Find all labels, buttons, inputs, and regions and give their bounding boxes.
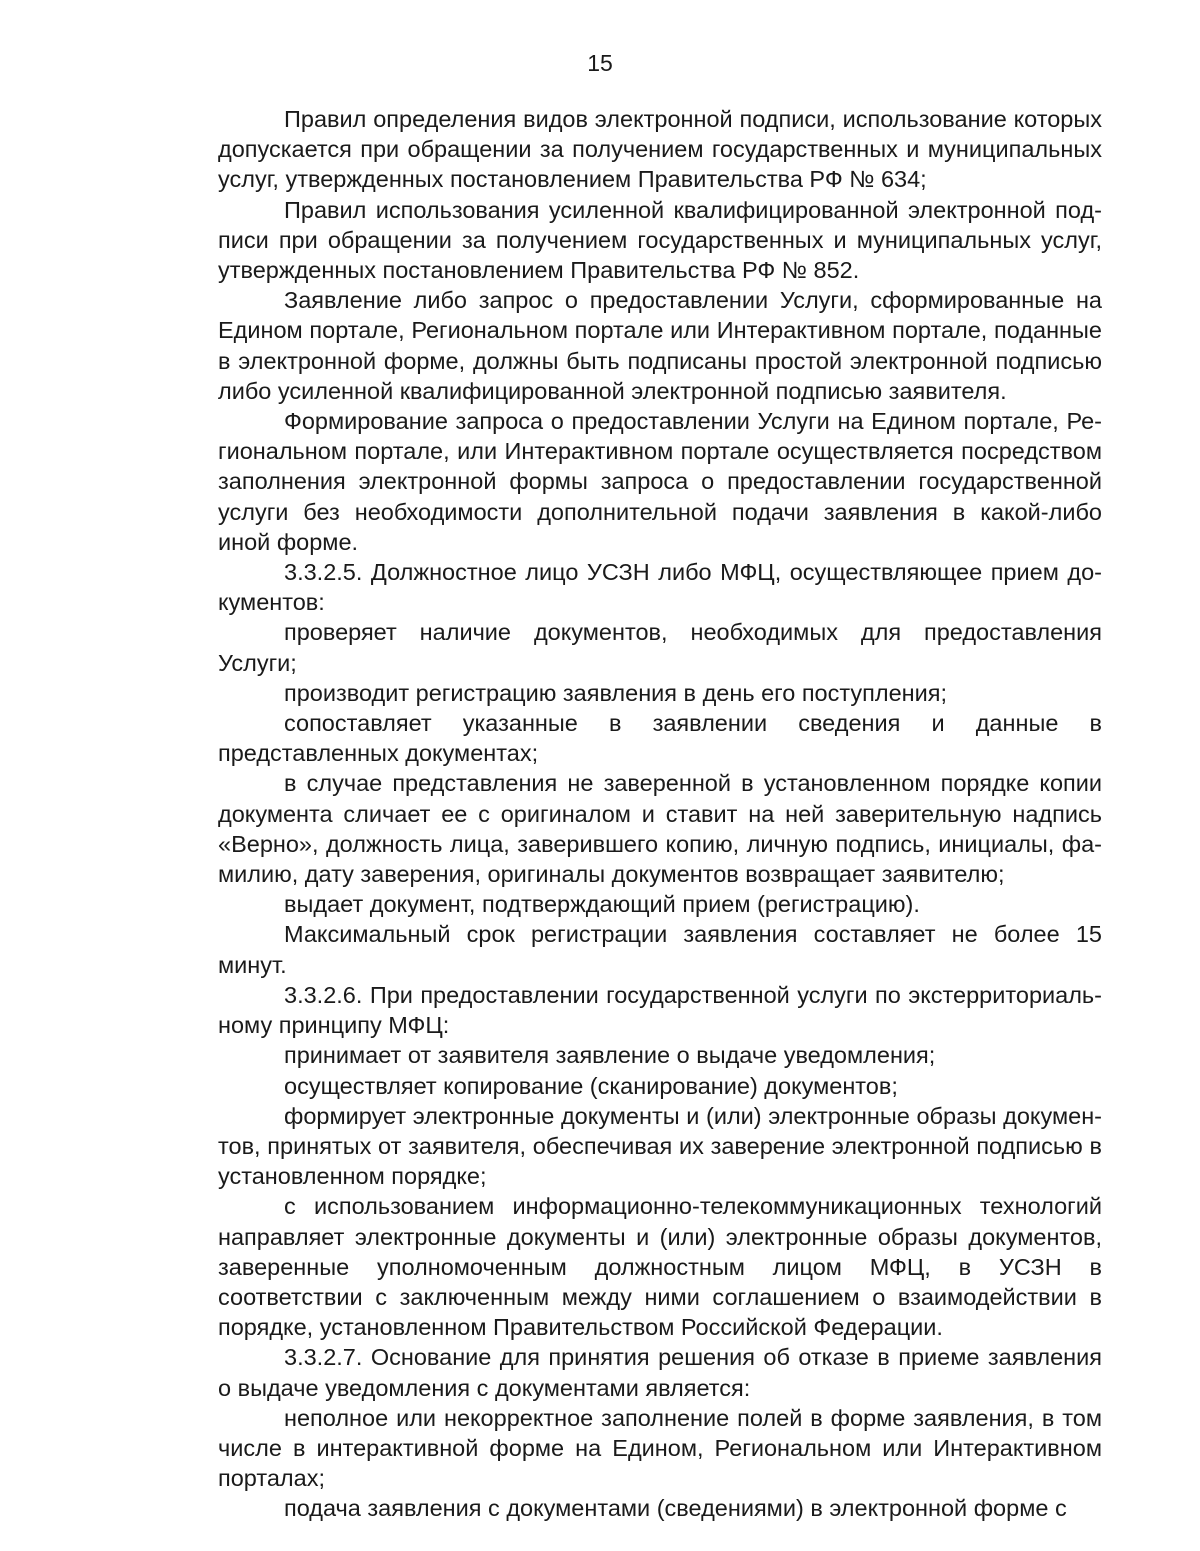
paragraph: проверяет наличие документов, необходимых для предоставления Услуги; bbox=[218, 619, 1102, 676]
paragraph: принимает от заявителя заявление о выдаче уведомления; bbox=[284, 1042, 936, 1069]
paragraph: 3.3.2.7. Основание для принятия решения об отказе в приеме заявления о выдаче уведомления с документами является: bbox=[218, 1344, 1102, 1401]
document-body bbox=[218, 104, 1102, 1524]
paragraph: Правил использования усиленной квалифицированной электронной подписи при обращении за получением государственных и муниципальных услуг, утвержденных постановлением Правительства РФ № 852. bbox=[218, 196, 1102, 284]
paragraph: сопоставляет указанные в заявлении сведения и данные в представленных документах; bbox=[218, 710, 1102, 767]
paragraph: неполное или некорректное заполнение полей в форме заявления, в том числе в интерактивной форме на Едином, Региональном или Интерактивном порталах; bbox=[218, 1404, 1102, 1492]
paragraph: с использованием информационно-телекоммуникационных технологий направляет электронные документы и (или) электронные образы документов, заверенные уполномоченным должностным лицом МФЦ, в УСЗН в соответствии с заключенным между ними соглашением о взаимодействии в порядке, установленном Правительством Российской Федерации. bbox=[218, 1193, 1102, 1341]
paragraph: Максимальный срок регистрации заявления составляет не более 15 минут. bbox=[218, 921, 1102, 978]
paragraph: 3.3.2.5. Должностное лицо УСЗН либо МФЦ, осуществляющее прием документов: bbox=[218, 559, 1102, 616]
paragraph: Формирование запроса о предоставлении Услуги на Едином портале, Региональном портале, или Интерактивном портале осуществляется посредством заполнения электронной формы запроса о предоставлении государственной услуги без необходимости дополнительной подачи заявления в какой-либо иной форме. bbox=[218, 408, 1102, 555]
paragraph: Правил определения видов электронной подписи, использование которых допускается при обращении за получением государственных и муниципальных услуг, утвержденных постановлением Правительства РФ № 634; bbox=[218, 106, 1102, 193]
paragraph: Заявление либо запрос о предоставлении Услуги, сформированные на Едином портале, Региональном портале или Интерактивном портале, поданные в электронной форме, должны быть подписаны простой электронной подписью либо усиленной квалифицированной электронной подписью заявителя. bbox=[218, 287, 1102, 404]
page-number: 15 bbox=[587, 50, 613, 76]
paragraph: 3.3.2.6. При предоставлении государственной услуги по экстерриториальному принципу МФЦ: bbox=[218, 981, 1102, 1039]
paragraph: в случае представления не заверенной в установленном порядке копии документа сличает ее с оригиналом и ставит на ней заверительную надпись «Верно», должность лица, заверившего копию, личную подпись, инициалы, фамилию, дату заверения, оригиналы документов возвращает заявителю; bbox=[218, 770, 1102, 888]
paragraph: производит регистрацию заявления в день его поступления; bbox=[284, 679, 948, 706]
paragraph: подача заявления с документами (сведениями) в электронной форме с bbox=[284, 1495, 1067, 1522]
paragraph: выдает документ, подтверждающий прием (регистрацию). bbox=[284, 891, 920, 918]
paragraph: формирует электронные документы и (или) электронные образы документов, принятых от заявителя, обеспечивая их заверение электронной подписью в установленном порядке; bbox=[218, 1102, 1102, 1190]
paragraph: осуществляет копирование (сканирование) документов; bbox=[284, 1072, 898, 1099]
